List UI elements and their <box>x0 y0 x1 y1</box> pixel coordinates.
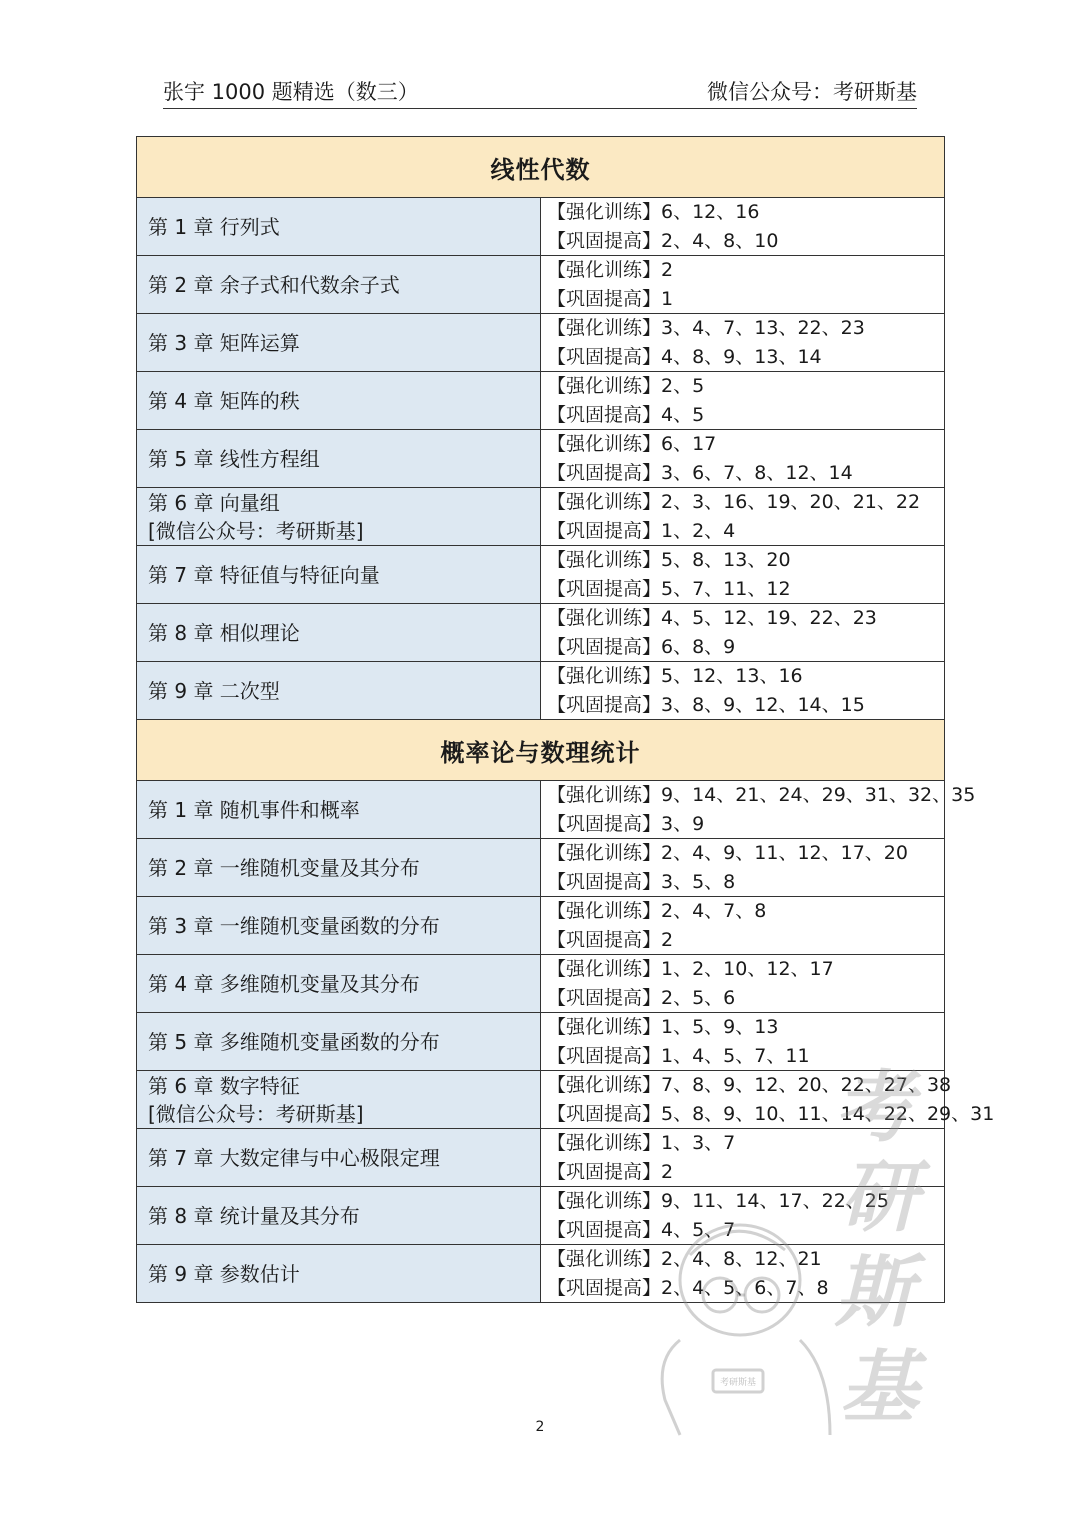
section-header-row <box>137 720 945 781</box>
intensive-training-line: 【强化训练】3、4、7、13、22、23 <box>547 317 865 339</box>
chapter-cell <box>137 839 541 897</box>
table-row <box>137 1071 945 1129</box>
exercise-list-cell <box>541 1071 995 1129</box>
intensive-training-line: 【强化训练】6、17 <box>547 433 717 455</box>
section-header-row <box>137 137 945 198</box>
intensive-training-line: 【强化训练】9、14、21、24、29、31、32、35 <box>547 784 976 806</box>
table-row <box>137 781 945 839</box>
intensive-training-line: 【强化训练】2、4、8、12、21 <box>547 1248 822 1270</box>
consolidation-line: 【巩固提高】5、8、9、10、11、14、22、29、31 <box>547 1102 995 1125</box>
chapter-note: [微信公众号：考研斯基] <box>148 1101 364 1126</box>
consolidation-line: 【巩固提高】2 <box>547 1160 674 1183</box>
exercise-list-cell <box>541 781 976 839</box>
exercise-list-cell <box>541 662 945 720</box>
exercise-table <box>136 136 995 1303</box>
consolidation-line: 【巩固提高】2、5、6 <box>547 986 736 1009</box>
page-number: 2 <box>535 1419 545 1435</box>
table-row <box>137 604 945 662</box>
chapter-title: 第 5 章 多维随机变量函数的分布 <box>148 1029 440 1054</box>
chapter-cell <box>137 546 541 604</box>
chapter-cell <box>137 604 541 662</box>
exercise-list-cell <box>541 488 945 546</box>
intensive-training-line: 【强化训练】1、5、9、13 <box>547 1016 779 1038</box>
consolidation-line: 【巩固提高】3、6、7、8、12、14 <box>547 461 853 484</box>
header-book-title: 张宇 1000 题精选（数三） <box>163 80 419 104</box>
chapter-cell <box>137 897 541 955</box>
consolidation-line: 【巩固提高】3、5、8 <box>547 870 736 893</box>
watermark-char: 斯 <box>835 1247 914 1338</box>
chapter-cell <box>137 372 541 430</box>
exercise-list-cell <box>541 1187 945 1245</box>
chapter-cell <box>137 1129 541 1187</box>
chapter-cell <box>137 314 541 372</box>
header-wechat-account: 微信公众号：考研斯基 <box>707 80 917 104</box>
chapter-title: 第 7 章 特征值与特征向量 <box>148 562 380 587</box>
watermark-badge: 考研斯基 <box>719 1378 757 1388</box>
table-row <box>137 488 945 546</box>
chapter-cell <box>137 955 541 1013</box>
exercise-list-cell <box>541 1013 945 1071</box>
chapter-cell <box>137 1071 541 1129</box>
table-row <box>137 430 945 488</box>
table-row <box>137 1013 945 1071</box>
chapter-cell <box>137 256 541 314</box>
table-row <box>137 256 945 314</box>
chapter-title: 第 9 章 二次型 <box>148 678 280 703</box>
chapter-title: 第 4 章 多维随机变量及其分布 <box>148 971 420 996</box>
chapter-title: 第 6 章 向量组 <box>148 490 280 515</box>
exercise-list-cell <box>541 897 945 955</box>
intensive-training-line: 【强化训练】4、5、12、19、22、23 <box>547 607 877 629</box>
exercise-list-cell <box>541 955 945 1013</box>
exercise-list-cell <box>541 430 945 488</box>
intensive-training-line: 【强化训练】2、4、9、11、12、17、20 <box>547 842 908 864</box>
table-row <box>137 198 945 256</box>
consolidation-line: 【巩固提高】1、4、5、7、11 <box>547 1044 810 1067</box>
chapter-title: 第 5 章 线性方程组 <box>148 446 320 471</box>
consolidation-line: 【巩固提高】6、8、9 <box>547 635 736 658</box>
chapter-title: 第 9 章 参数估计 <box>148 1261 300 1286</box>
intensive-training-line: 【强化训练】2、5 <box>547 375 705 397</box>
chapter-title: 第 3 章 矩阵运算 <box>148 330 300 355</box>
intensive-training-line: 【强化训练】2 <box>547 259 674 281</box>
table-row <box>137 839 945 897</box>
exercise-list-cell <box>541 1129 945 1187</box>
intensive-training-line: 【强化训练】1、2、10、12、17 <box>547 958 834 980</box>
consolidation-line: 【巩固提高】3、8、9、12、14、15 <box>547 693 865 716</box>
chapter-note: [微信公众号：考研斯基] <box>148 518 364 543</box>
chapter-cell <box>137 781 541 839</box>
consolidation-line: 【巩固提高】4、8、9、13、14 <box>547 345 822 368</box>
chapter-cell <box>137 1013 541 1071</box>
intensive-training-line: 【强化训练】2、3、16、19、20、21、22 <box>547 491 921 513</box>
chapter-cell <box>137 198 541 256</box>
section-title: 概率论与数理统计 <box>137 720 945 781</box>
chapter-title: 第 1 章 随机事件和概率 <box>148 797 360 822</box>
exercise-list-cell <box>541 198 945 256</box>
watermark-char: 研 <box>840 1152 919 1243</box>
exercise-list-cell <box>541 604 945 662</box>
table-row <box>137 372 945 430</box>
table-row <box>137 1129 945 1187</box>
intensive-training-line: 【强化训练】5、8、13、20 <box>547 549 791 571</box>
table-row <box>137 662 945 720</box>
consolidation-line: 【巩固提高】1 <box>547 287 674 310</box>
chapter-title: 第 2 章 余子式和代数余子式 <box>148 272 400 297</box>
exercise-list-cell <box>541 314 945 372</box>
consolidation-line: 【巩固提高】1、2、4 <box>547 519 736 542</box>
watermark-char: 考 <box>835 1062 914 1153</box>
intensive-training-line: 【强化训练】2、4、7、8 <box>547 900 767 922</box>
page-header <box>163 78 917 109</box>
table-row <box>137 955 945 1013</box>
consolidation-line: 【巩固提高】2、4、8、10 <box>547 229 779 252</box>
chapter-title: 第 8 章 相似理论 <box>148 620 300 645</box>
chapter-title: 第 2 章 一维随机变量及其分布 <box>148 855 420 880</box>
chapter-title: 第 6 章 数字特征 <box>148 1073 300 1098</box>
chapter-cell <box>137 1187 541 1245</box>
chapter-title: 第 7 章 大数定律与中心极限定理 <box>148 1145 440 1170</box>
consolidation-line: 【巩固提高】2 <box>547 928 674 951</box>
table-row <box>137 546 945 604</box>
exercise-list-cell <box>541 839 945 897</box>
chapter-cell <box>137 662 541 720</box>
table-row <box>137 1245 945 1303</box>
intensive-training-line: 【强化训练】6、12、16 <box>547 201 760 223</box>
chapter-cell <box>137 1245 541 1303</box>
intensive-training-line: 【强化训练】7、8、9、12、20、22、27、38 <box>547 1074 952 1096</box>
chapter-title: 第 1 章 行列式 <box>148 214 280 239</box>
consolidation-line: 【巩固提高】3、9 <box>547 812 705 835</box>
chapter-cell <box>137 488 541 546</box>
chapter-title: 第 4 章 矩阵的秩 <box>148 388 300 413</box>
intensive-training-line: 【强化训练】9、11、14、17、22、25 <box>547 1190 889 1212</box>
consolidation-line: 【巩固提高】5、7、11、12 <box>547 577 791 600</box>
chapter-cell <box>137 430 541 488</box>
exercise-list-cell <box>541 546 945 604</box>
exercise-list-cell <box>541 372 945 430</box>
consolidation-line: 【巩固提高】2、4、5、6、7、8 <box>547 1276 829 1299</box>
watermark-char: 基 <box>840 1342 919 1433</box>
consolidation-line: 【巩固提高】4、5 <box>547 403 705 426</box>
intensive-training-line: 【强化训练】5、12、13、16 <box>547 665 803 687</box>
intensive-training-line: 【强化训练】1、3、7 <box>547 1132 736 1154</box>
table-row <box>137 314 945 372</box>
table-row <box>137 897 945 955</box>
exercise-list-cell <box>541 1245 945 1303</box>
exercise-list-cell <box>541 256 945 314</box>
consolidation-line: 【巩固提高】4、5、7 <box>547 1218 736 1241</box>
chapter-title: 第 3 章 一维随机变量函数的分布 <box>148 913 440 938</box>
table-row <box>137 1187 945 1245</box>
chapter-title: 第 8 章 统计量及其分布 <box>148 1203 360 1228</box>
section-title: 线性代数 <box>137 137 945 198</box>
